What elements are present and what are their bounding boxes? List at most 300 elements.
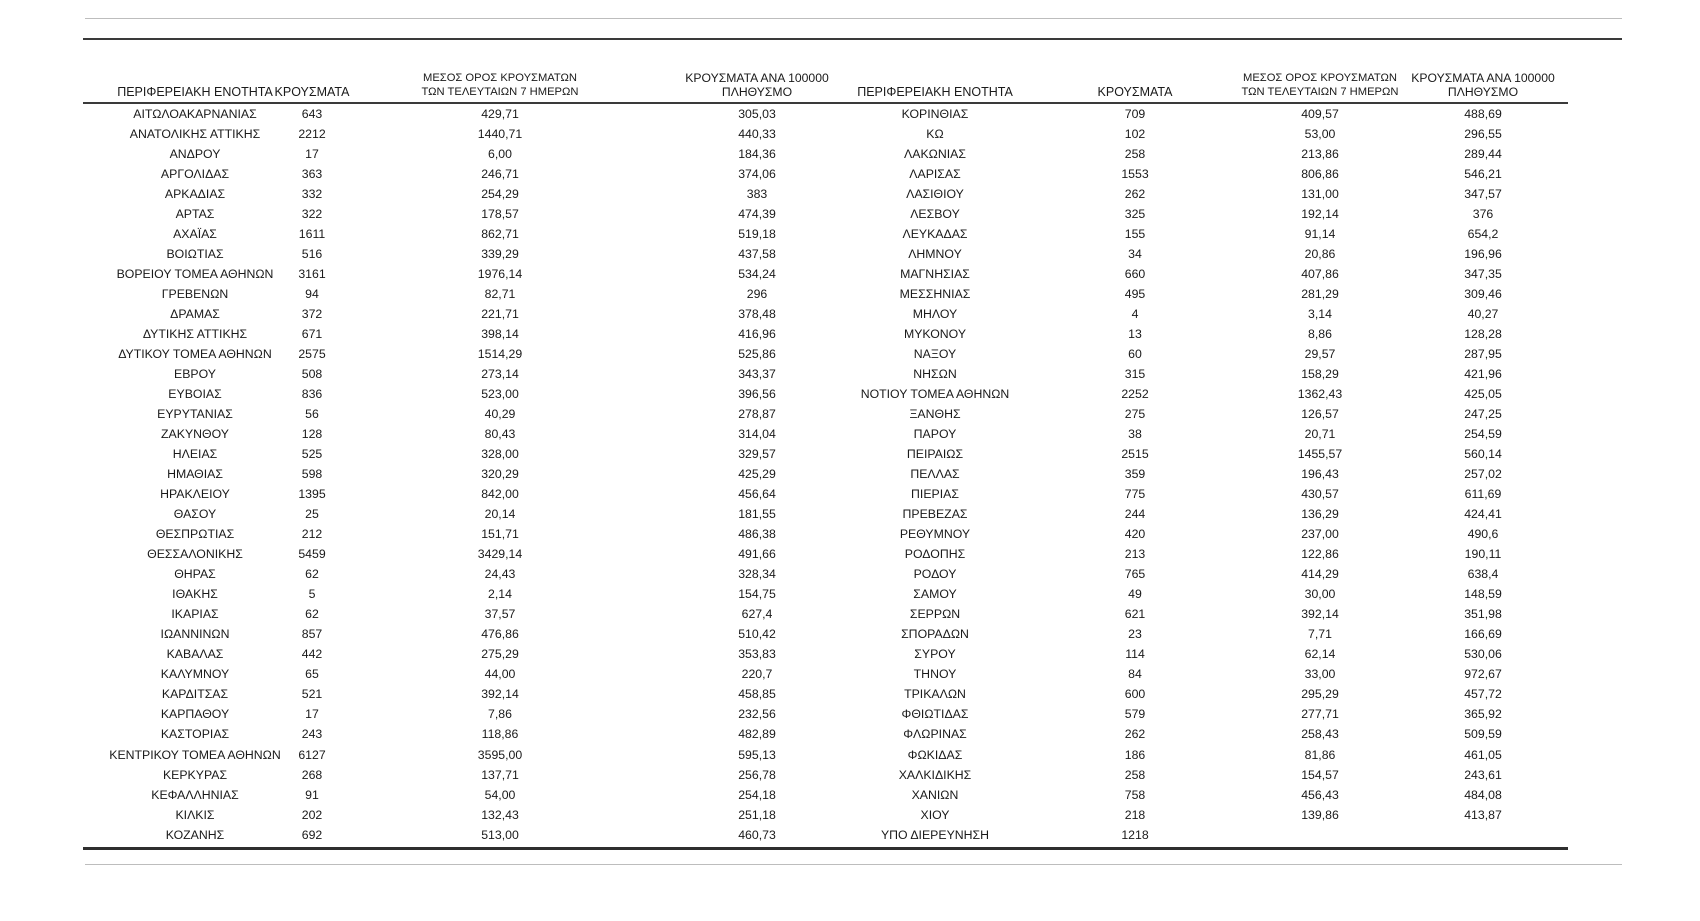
- region-cell: ΣΑΜΟΥ: [913, 587, 957, 602]
- table-row: [0, 724, 1700, 744]
- region-cell: ΤΗΝΟΥ: [913, 667, 957, 682]
- column-header-per100k-line1: ΚΡΟΥΣΜΑΤΑ ΑΝΑ 100000: [685, 71, 829, 85]
- cases-cell: 114: [1125, 647, 1145, 662]
- per100k-cell: 296: [746, 287, 768, 302]
- region-cell: ΜΗΛΟΥ: [912, 307, 958, 322]
- table-row: [0, 584, 1700, 604]
- cases-cell: 671: [301, 327, 323, 342]
- region-cell: ΗΜΑΘΙΑΣ: [167, 467, 223, 482]
- per100k-cell: 486,38: [738, 527, 776, 542]
- per100k-cell: 425,05: [1464, 387, 1502, 402]
- avg7days-cell: 24,43: [484, 567, 516, 582]
- cases-cell: 359: [1124, 467, 1146, 482]
- avg7days-cell: 20,86: [1304, 247, 1336, 262]
- avg7days-cell: 80,43: [484, 427, 516, 442]
- table-row: [0, 765, 1700, 785]
- cases-cell: 598: [301, 467, 323, 482]
- region-cell: ΡΕΘΥΜΝΟΥ: [899, 527, 971, 542]
- column-header-per100k-line2: ΠΛΗΘΥΣΜΟ: [721, 85, 793, 99]
- region-cell: ΚΑΡΠΑΘΟΥ: [160, 707, 230, 722]
- table-row: [0, 244, 1700, 264]
- region-cell: ΛΕΥΚΑΔΑΣ: [902, 227, 968, 242]
- per100k-cell: 347,57: [1464, 187, 1502, 202]
- per100k-cell: 457,72: [1464, 687, 1502, 702]
- per100k-cell: 196,96: [1464, 247, 1502, 262]
- region-cell: ΝΟΤΙΟΥ ΤΟΜΕΑ ΑΘΗΝΩΝ: [860, 387, 1010, 402]
- avg7days-cell: 277,71: [1301, 707, 1339, 722]
- region-cell: ΘΑΣΟΥ: [173, 507, 217, 522]
- avg7days-cell: 456,43: [1301, 787, 1339, 802]
- cases-cell: 262: [1124, 727, 1146, 742]
- cases-cell: 17: [305, 147, 319, 162]
- table-row: [0, 564, 1700, 584]
- cases-cell: 56: [305, 407, 319, 422]
- per100k-cell: 383: [746, 187, 768, 202]
- avg7days-cell: 275,29: [481, 647, 519, 662]
- table-row: [0, 364, 1700, 384]
- avg7days-cell: 53,00: [1304, 127, 1336, 142]
- table-row: [0, 524, 1700, 544]
- avg7days-cell: 126,57: [1301, 407, 1339, 422]
- cases-cell: 1218: [1121, 827, 1149, 842]
- region-cell: ΒΟΡΕΙΟΥ ΤΟΜΕΑ ΑΘΗΝΩΝ: [116, 267, 274, 282]
- region-cell: ΑΧΑΪΑΣ: [173, 227, 217, 242]
- table-row: [0, 224, 1700, 244]
- table-row: [0, 745, 1700, 765]
- cases-cell: 765: [1124, 567, 1146, 582]
- per100k-cell: 530,06: [1464, 647, 1502, 662]
- region-cell: ΧΑΛΚΙΔΙΚΗΣ: [898, 767, 972, 782]
- avg7days-cell: 20,71: [1304, 427, 1336, 442]
- per100k-cell: 314,04: [738, 427, 776, 442]
- region-cell: ΚΕΝΤΡΙΚΟΥ ΤΟΜΕΑ ΑΘΗΝΩΝ: [109, 747, 281, 762]
- region-cell: ΗΡΑΚΛΕΙΟΥ: [160, 487, 230, 502]
- per100k-cell: 128,28: [1464, 327, 1502, 342]
- avg7days-cell: 20,14: [484, 507, 516, 522]
- per100k-cell: 482,89: [738, 727, 776, 742]
- avg7days-cell: 158,29: [1301, 367, 1339, 382]
- bottom-divider-light: [85, 864, 1622, 865]
- table-row: [0, 264, 1700, 284]
- cases-cell: 3161: [298, 267, 326, 282]
- cases-cell: 709: [1124, 107, 1146, 121]
- avg7days-cell: 118,86: [481, 727, 519, 742]
- column-header-avg7days-right: [1242, 71, 1399, 99]
- region-cell: ΡΟΔΟΥ: [913, 567, 957, 582]
- column-header-cases-right: ΚΡΟΥΣΜΑΤΑ: [1097, 85, 1173, 99]
- column-header-per100k-left: [685, 71, 829, 99]
- column-header-per100k-right: [1411, 71, 1555, 99]
- cases-cell: 332: [301, 187, 323, 202]
- region-cell: ΑΝΑΤΟΛΙΚΗΣ ΑΤΤΙΚΗΣ: [129, 127, 261, 142]
- table-row: [0, 104, 1700, 124]
- region-cell: ΦΘΙΩΤΙΔΑΣ: [901, 707, 969, 722]
- avg7days-cell: 131,00: [1301, 187, 1339, 202]
- avg7days-cell: 132,43: [481, 807, 519, 822]
- region-cell: ΑΝΔΡΟΥ: [169, 147, 221, 162]
- region-cell: ΘΗΡΑΣ: [174, 567, 216, 582]
- per100k-cell: 254,18: [738, 787, 776, 802]
- cases-cell: 579: [1124, 707, 1146, 722]
- per100k-cell: 654,2: [1467, 227, 1499, 242]
- table-row: [0, 324, 1700, 344]
- avg7days-cell: 1976,14: [477, 267, 523, 282]
- region-cell: ΔΥΤΙΚΟΥ ΤΟΜΕΑ ΑΘΗΝΩΝ: [118, 347, 272, 362]
- column-header-avg7days-left: [422, 71, 579, 99]
- avg7days-cell: 414,29: [1301, 567, 1339, 582]
- bottom-divider-dark: [83, 847, 1568, 850]
- per100k-cell: 40,27: [1467, 307, 1499, 322]
- region-cell: ΡΟΔΟΠΗΣ: [904, 547, 966, 562]
- per100k-cell: 232,56: [738, 707, 776, 722]
- table-row: [0, 684, 1700, 704]
- cases-cell: 34: [1128, 247, 1142, 262]
- cases-cell: 62: [305, 567, 319, 582]
- avg7days-cell: 40,29: [484, 407, 516, 422]
- cases-cell: 857: [301, 627, 323, 642]
- per100k-cell: 474,39: [738, 207, 776, 222]
- cases-cell: 525: [301, 447, 323, 462]
- avg7days-cell: 7,71: [1308, 627, 1332, 642]
- cases-cell: 322: [301, 207, 323, 222]
- region-cell: ΞΑΝΘΗΣ: [909, 407, 961, 422]
- per100k-cell: 461,05: [1464, 747, 1502, 762]
- cases-cell: 243: [301, 727, 323, 742]
- region-cell: ΤΡΙΚΑΛΩΝ: [904, 687, 966, 702]
- table-row: [0, 604, 1700, 624]
- avg7days-cell: 392,14: [481, 687, 519, 702]
- cases-cell: 775: [1124, 487, 1146, 502]
- cases-cell: 244: [1124, 507, 1146, 522]
- per100k-cell: 488,69: [1464, 107, 1502, 121]
- per100k-cell: 166,69: [1464, 627, 1502, 642]
- top-divider-dark: [83, 38, 1622, 40]
- cases-cell: 38: [1128, 427, 1142, 442]
- avg7days-cell: 254,29: [481, 187, 519, 202]
- per100k-cell: 413,87: [1464, 807, 1502, 822]
- table-row: [0, 184, 1700, 204]
- table-row: [0, 304, 1700, 324]
- avg7days-cell: 392,14: [1301, 607, 1339, 622]
- per100k-cell: 343,37: [738, 367, 776, 382]
- region-cell: ΑΡΓΟΛΙΔΑΣ: [160, 167, 230, 182]
- avg7days-cell: 407,86: [1301, 267, 1339, 282]
- cases-cell: 600: [1124, 687, 1146, 702]
- avg7days-cell: 192,14: [1301, 207, 1339, 222]
- per100k-cell: 328,34: [738, 567, 776, 582]
- cases-cell: 521: [301, 687, 323, 702]
- region-cell: ΧΙΟΥ: [920, 807, 950, 822]
- table-row: [0, 404, 1700, 424]
- cases-cell: 84: [1128, 667, 1142, 682]
- region-cell: ΖΑΚΥΝΘΟΥ: [161, 427, 229, 442]
- avg7days-cell: 196,43: [1301, 467, 1339, 482]
- per100k-cell: 309,46: [1464, 287, 1502, 302]
- table-row: [0, 424, 1700, 444]
- avg7days-cell: 842,00: [481, 487, 519, 502]
- table-row: [0, 664, 1700, 684]
- column-header-per100k-line1: ΚΡΟΥΣΜΑΤΑ ΑΝΑ 100000: [1411, 71, 1555, 85]
- avg7days-cell: 154,57: [1301, 767, 1339, 782]
- avg7days-cell: 6,00: [488, 147, 512, 162]
- avg7days-cell: 3429,14: [477, 547, 523, 562]
- avg7days-cell: 258,43: [1301, 727, 1339, 742]
- cases-cell: 91: [305, 787, 319, 802]
- table-row: [0, 805, 1700, 825]
- region-cell: ΝΑΞΟΥ: [913, 347, 957, 362]
- region-cell: ΘΕΣΠΡΩΤΙΑΣ: [155, 527, 235, 542]
- cases-cell: 202: [301, 807, 323, 822]
- per100k-cell: 251,18: [738, 807, 776, 822]
- avg7days-cell: 33,00: [1304, 667, 1336, 682]
- per100k-cell: 491,66: [738, 547, 776, 562]
- per100k-cell: 347,35: [1464, 267, 1502, 282]
- region-cell: ΚΑΣΤΟΡΙΑΣ: [160, 727, 230, 742]
- avg7days-cell: 29,57: [1304, 347, 1336, 362]
- avg7days-cell: 1362,43: [1297, 387, 1343, 402]
- region-cell: ΜΕΣΣΗΝΙΑΣ: [899, 287, 971, 302]
- cases-cell: 508: [301, 367, 323, 382]
- table-row: [0, 544, 1700, 564]
- region-cell: ΒΟΙΩΤΙΑΣ: [166, 247, 224, 262]
- per100k-cell: 287,95: [1464, 347, 1502, 362]
- cases-cell: 186: [1124, 747, 1146, 762]
- column-header-avg7days-line1: ΜΕΣΟΣ ΟΡΟΣ ΚΡΟΥΣΜΑΤΩΝ: [1243, 72, 1397, 84]
- per100k-cell: 374,06: [738, 167, 776, 182]
- region-cell: ΑΡΤΑΣ: [175, 207, 215, 222]
- per100k-cell: 184,36: [738, 147, 776, 162]
- table-row: [0, 484, 1700, 504]
- region-cell: ΚΑΛΥΜΝΟΥ: [160, 667, 230, 682]
- per100k-cell: 490,6: [1467, 527, 1499, 542]
- region-cell: ΦΛΩΡΙΝΑΣ: [903, 727, 967, 742]
- avg7days-cell: 178,57: [481, 207, 519, 222]
- avg7days-cell: 213,86: [1301, 147, 1339, 162]
- region-cell: ΕΒΡΟΥ: [174, 367, 216, 382]
- region-cell: ΧΑΝΙΩΝ: [911, 787, 959, 802]
- cases-cell: 102: [1124, 127, 1146, 142]
- avg7days-cell: 862,71: [481, 227, 519, 242]
- cases-cell: 1395: [298, 487, 326, 502]
- per100k-cell: 247,25: [1464, 407, 1502, 422]
- per100k-cell: 329,57: [738, 447, 776, 462]
- avg7days-cell: 137,71: [481, 767, 519, 782]
- cases-cell: 155: [1124, 227, 1146, 242]
- cases-cell: 643: [301, 107, 323, 121]
- avg7days-cell: 1455,57: [1297, 447, 1343, 462]
- column-header-per100k-line2: ΠΛΗΘΥΣΜΟ: [1447, 85, 1519, 99]
- table-row: [0, 704, 1700, 724]
- region-cell: ΛΑΣΙΘΙΟΥ: [906, 187, 964, 202]
- column-header-avg7days-line2: ΤΩΝ ΤΕΛΕΥΤΑΙΩΝ 7 ΗΜΕΡΩΝ: [421, 86, 579, 98]
- per100k-cell: 509,59: [1464, 727, 1502, 742]
- cases-cell: 442: [301, 647, 323, 662]
- avg7days-cell: 1514,29: [477, 347, 523, 362]
- per100k-cell: 484,08: [1464, 787, 1502, 802]
- table-row: [0, 384, 1700, 404]
- avg7days-cell: 54,00: [484, 787, 516, 802]
- cases-cell: 621: [1124, 607, 1146, 622]
- per100k-cell: 424,41: [1464, 507, 1502, 522]
- cases-cell: 65: [305, 667, 319, 682]
- table-row: [0, 204, 1700, 224]
- per100k-cell: 190,11: [1464, 547, 1502, 562]
- cases-cell: 660: [1124, 267, 1146, 282]
- avg7days-cell: 62,14: [1304, 647, 1336, 662]
- cases-cell: 495: [1124, 287, 1146, 302]
- column-header-region-left: ΠΕΡΙΦΕΡΕΙΑΚΗ ΕΝΟΤΗΤΑ: [117, 85, 273, 99]
- region-cell: ΚΙΛΚΙΣ: [175, 807, 215, 822]
- per100k-cell: 376: [1472, 207, 1494, 222]
- table-row: [0, 464, 1700, 484]
- avg7days-cell: 429,71: [481, 107, 519, 121]
- per100k-cell: 560,14: [1464, 447, 1502, 462]
- cases-cell: 258: [1124, 767, 1146, 782]
- region-cell: ΚΟΡΙΝΘΙΑΣ: [901, 107, 969, 121]
- table-row: [0, 144, 1700, 164]
- cases-cell: 128: [301, 427, 323, 442]
- avg7days-cell: 320,29: [481, 467, 519, 482]
- per100k-cell: 154,75: [738, 587, 776, 602]
- per100k-cell: 611,69: [1464, 487, 1502, 502]
- cases-cell: 218: [1124, 807, 1146, 822]
- per100k-cell: 181,55: [738, 507, 776, 522]
- avg7days-cell: 122,86: [1301, 547, 1339, 562]
- region-cell: ΠΑΡΟΥ: [913, 427, 957, 442]
- region-cell: ΠΙΕΡΙΑΣ: [911, 487, 959, 502]
- avg7days-cell: 91,14: [1304, 227, 1336, 242]
- per100k-cell: 510,42: [738, 627, 776, 642]
- avg7days-cell: 476,86: [481, 627, 519, 642]
- cases-cell: 1553: [1121, 167, 1149, 182]
- avg7days-cell: 398,14: [481, 327, 519, 342]
- per100k-cell: 425,29: [738, 467, 776, 482]
- regional-cases-table-right: [0, 104, 1700, 845]
- region-cell: ΥΠΟ ΔΙΕΡΕΥΝΗΣΗ: [880, 827, 990, 842]
- table-row: [0, 164, 1700, 184]
- top-divider-light: [85, 18, 1622, 19]
- region-cell: ΓΡΕΒΕΝΩΝ: [161, 287, 229, 302]
- region-cell: ΣΠΟΡΑΔΩΝ: [901, 627, 969, 642]
- cases-cell: 213: [1124, 547, 1146, 562]
- per100k-cell: 305,03: [738, 107, 776, 121]
- per100k-cell: 243,61: [1464, 767, 1502, 782]
- region-cell: ΙΚΑΡΙΑΣ: [171, 607, 219, 622]
- table-row: [0, 124, 1700, 144]
- avg7days-cell: 273,14: [481, 367, 519, 382]
- avg7days-cell: 82,71: [484, 287, 516, 302]
- cases-cell: 363: [301, 167, 323, 182]
- region-cell: ΛΗΜΝΟΥ: [908, 247, 962, 262]
- avg7days-cell: 37,57: [484, 607, 516, 622]
- cases-cell: 2252: [1121, 387, 1149, 402]
- region-cell: ΙΩΑΝΝΙΝΩΝ: [160, 627, 230, 642]
- cases-cell: 62: [305, 607, 319, 622]
- per100k-cell: 278,87: [738, 407, 776, 422]
- region-cell: ΠΕΛΛΑΣ: [910, 467, 960, 482]
- cases-cell: 268: [301, 767, 323, 782]
- column-header-avg7days-line1: ΜΕΣΟΣ ΟΡΟΣ ΚΡΟΥΣΜΑΤΩΝ: [423, 72, 577, 84]
- per100k-cell: 296,55: [1464, 127, 1502, 142]
- cases-cell: 2212: [298, 127, 326, 142]
- per100k-cell: 595,13: [738, 747, 776, 762]
- table-row: [0, 624, 1700, 644]
- per100k-cell: 421,96: [1464, 367, 1502, 382]
- per100k-cell: 353,83: [738, 647, 776, 662]
- per100k-cell: 148,59: [1464, 587, 1502, 602]
- cases-cell: 275: [1124, 407, 1146, 422]
- cases-cell: 17: [305, 707, 319, 722]
- cases-cell: 49: [1128, 587, 1142, 602]
- region-cell: ΚΑΡΔΙΤΣΑΣ: [161, 687, 229, 702]
- avg7days-cell: 246,71: [481, 167, 519, 182]
- per100k-cell: 638,4: [1467, 567, 1499, 582]
- region-cell: ΦΩΚΙΔΑΣ: [907, 747, 963, 762]
- region-cell: ΔΥΤΙΚΗΣ ΑΤΤΙΚΗΣ: [142, 327, 248, 342]
- table-row: [0, 504, 1700, 524]
- region-cell: ΕΥΒΟΙΑΣ: [168, 387, 222, 402]
- per100k-cell: 458,85: [738, 687, 776, 702]
- table-row: [0, 644, 1700, 664]
- region-cell: ΠΕΙΡΑΙΩΣ: [906, 447, 964, 462]
- per100k-cell: 396,56: [738, 387, 776, 402]
- avg7days-cell: 7,86: [488, 707, 512, 722]
- cases-cell: 258: [1124, 147, 1146, 162]
- region-cell: ΚΑΒΑΛΑΣ: [166, 647, 224, 662]
- table-row: [0, 444, 1700, 464]
- column-header-cases-left: ΚΡΟΥΣΜΑΤΑ: [274, 85, 350, 99]
- cases-cell: 23: [1128, 627, 1142, 642]
- cases-cell: 13: [1128, 327, 1142, 342]
- per100k-cell: 437,58: [738, 247, 776, 262]
- avg7days-cell: 237,00: [1301, 527, 1339, 542]
- cases-cell: 325: [1124, 207, 1146, 222]
- region-cell: ΑΡΚΑΔΙΑΣ: [164, 187, 226, 202]
- avg7days-cell: 339,29: [481, 247, 519, 262]
- avg7days-cell: 2,14: [488, 587, 512, 602]
- cases-cell: 4: [1131, 307, 1139, 322]
- region-cell: ΜΥΚΟΝΟΥ: [903, 327, 967, 342]
- avg7days-cell: 3595,00: [477, 747, 523, 762]
- table-row: [0, 344, 1700, 364]
- per100k-cell: 365,92: [1464, 707, 1502, 722]
- avg7days-cell: 328,00: [481, 447, 519, 462]
- avg7days-cell: 136,29: [1301, 507, 1339, 522]
- per100k-cell: 519,18: [738, 227, 776, 242]
- region-cell: ΜΑΓΝΗΣΙΑΣ: [900, 267, 970, 282]
- region-cell: ΘΕΣΣΑΛΟΝΙΚΗΣ: [147, 547, 243, 562]
- per100k-cell: 351,98: [1464, 607, 1502, 622]
- region-cell: ΕΥΡΥΤΑΝΙΑΣ: [157, 407, 233, 422]
- per100k-cell: 220,7: [741, 667, 773, 682]
- per100k-cell: 456,64: [738, 487, 776, 502]
- cases-cell: 25: [305, 507, 319, 522]
- avg7days-cell: 3,14: [1308, 307, 1332, 322]
- cases-cell: 5: [308, 587, 316, 602]
- region-cell: ΚΩ: [926, 127, 944, 142]
- per100k-cell: 460,73: [738, 827, 776, 842]
- avg7days-cell: 30,00: [1304, 587, 1336, 602]
- region-cell: ΛΕΣΒΟΥ: [910, 207, 960, 222]
- avg7days-cell: 281,29: [1301, 287, 1339, 302]
- column-header-region-right: ΠΕΡΙΦΕΡΕΙΑΚΗ ΕΝΟΤΗΤΑ: [857, 85, 1013, 99]
- cases-cell: 1611: [298, 227, 326, 242]
- per100k-cell: 257,02: [1464, 467, 1502, 482]
- region-cell: ΚΕΡΚΥΡΑΣ: [162, 767, 228, 782]
- region-cell: ΚΕΦΑΛΛΗΝΙΑΣ: [151, 787, 239, 802]
- region-cell: ΣΕΡΡΩΝ: [909, 607, 961, 622]
- cases-cell: 5459: [298, 547, 326, 562]
